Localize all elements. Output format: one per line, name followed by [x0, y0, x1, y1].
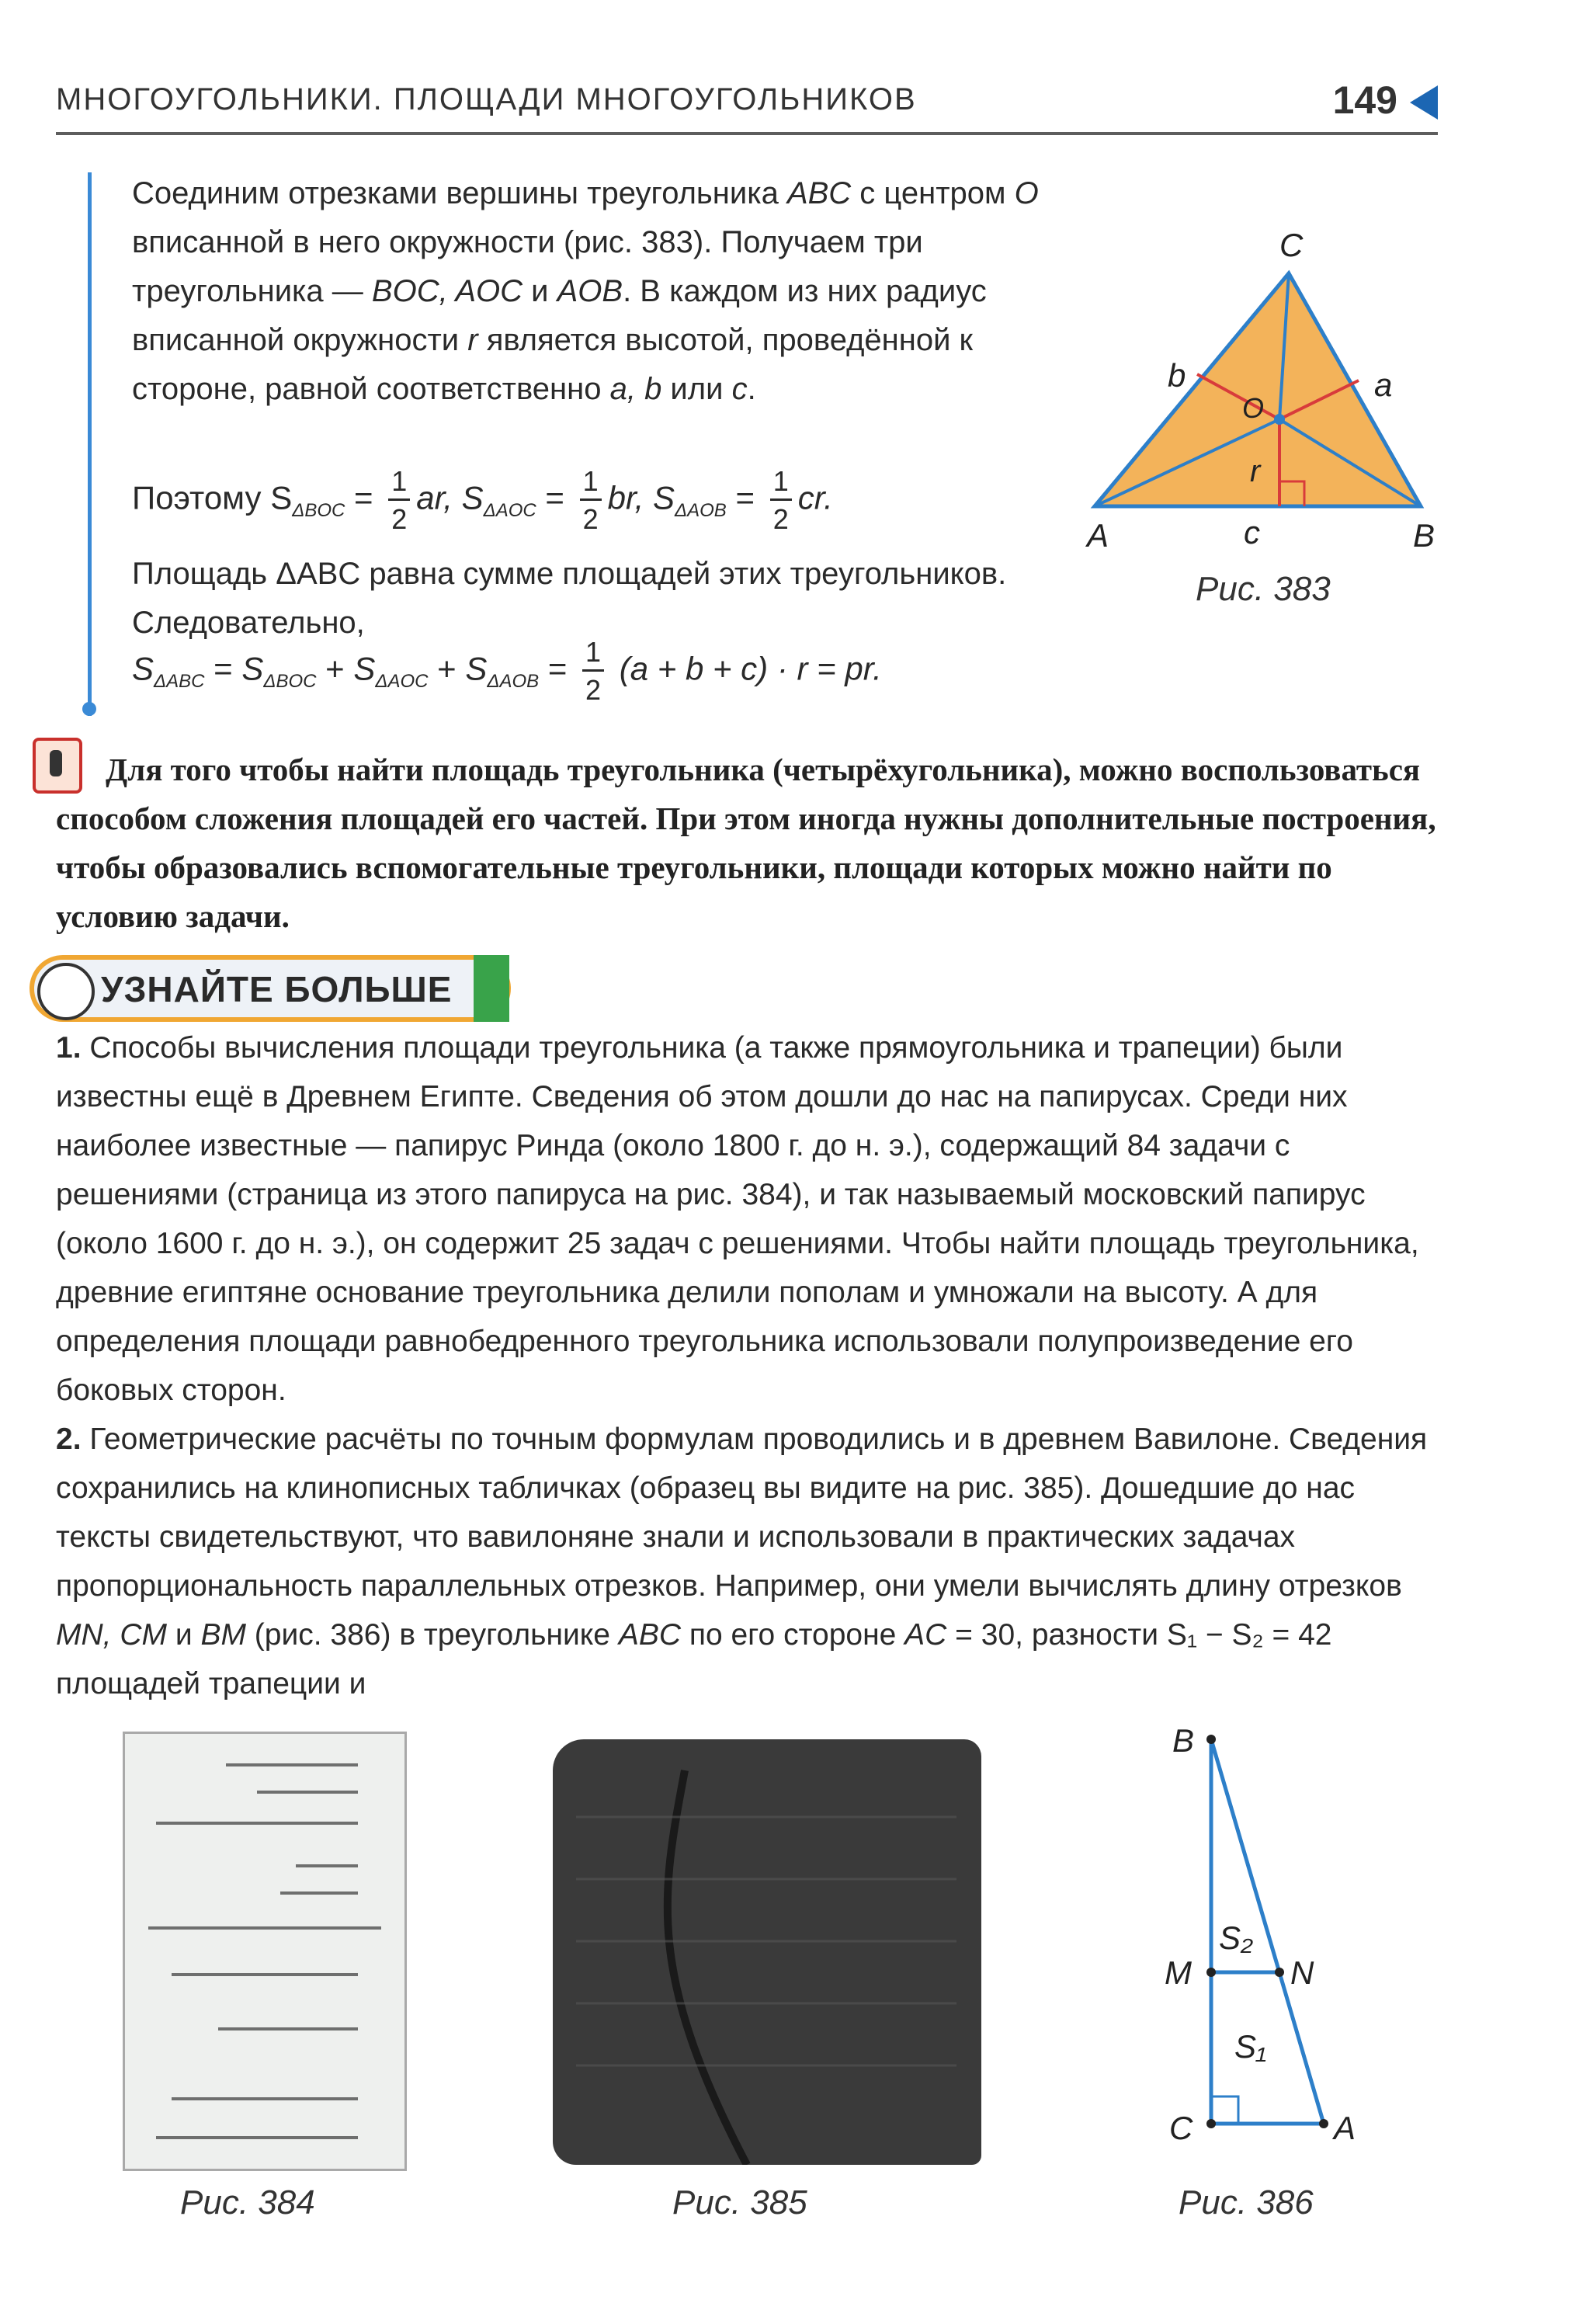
- label-S1: S₁: [1234, 2028, 1267, 2065]
- intro-text: является высотой, проведённой к стороне, равной соответственно: [132, 323, 974, 406]
- banner-tail: [474, 955, 509, 1022]
- frac-den: 2: [585, 674, 602, 706]
- formula-areas: Поэтому $S_{\Delta BOC}$ = $\frac{1}{2}$ ar, $S_{\Delta AOC}$ = $\frac{1}{2}$ br, $S_{\Delta AOB}$ = $\frac{1}{2}$ cr.: [132, 465, 833, 535]
- label-A: A: [1334, 2110, 1356, 2146]
- formula-s: S: [241, 650, 264, 687]
- papyrus-image: [123, 1732, 407, 2171]
- formula-op: =: [214, 650, 233, 687]
- formula-op: =: [547, 650, 568, 687]
- figure-386-triangle: [1118, 1716, 1382, 2159]
- page-number: 149: [1332, 78, 1397, 122]
- frac-den: 2: [772, 503, 789, 535]
- intro-side-c: c: [731, 372, 748, 406]
- formula-sub: ΔAOB: [675, 499, 727, 521]
- intro-triangles: BOC, AOC: [371, 274, 523, 308]
- tablet-crack: [553, 1739, 981, 2165]
- formula-sub: ΔBOC: [292, 499, 345, 521]
- intro-text: и: [522, 274, 557, 308]
- point-B: [1206, 1735, 1216, 1744]
- rule-text: Для того чтобы найти площадь треугольника (четырёхугольника), можно воспользоваться способом сложения площадей его частей. При этом иногда нужны дополнительные построения, чтобы образовались вспомогательные треугольники, площади которых можно найти по условию задачи.: [56, 752, 1436, 934]
- side-accent-line: [88, 172, 92, 716]
- formula-sub: ΔAOC: [483, 499, 536, 521]
- header-title: МНОГОУГОЛЬНИКИ. ПЛОЩАДИ МНОГОУГОЛЬНИКОВ: [56, 82, 917, 116]
- formula-text: cr.: [797, 479, 833, 516]
- point-M: [1206, 1968, 1216, 1977]
- caption-385: Рис. 385: [672, 2183, 807, 2222]
- intro-r: r: [467, 323, 478, 357]
- paragraph-text: Геометрические расчёты по точным формулам проводились и в древнем Вавилоне. Сведения сохранились на клинописных табличках (образец вы видите на рис. 385). Дошедшие до нас тексты свидетельствуют, что вавилоняне знали и использовали в практических задачах пропорциональность параллельных отрезков. Например, они умели вычислять длину отрезков: [56, 1423, 1428, 1603]
- formula-op: +: [437, 650, 457, 687]
- intro-text: . В каждом из них радиус вписанной окружности: [132, 274, 987, 357]
- label-C: C: [1169, 2110, 1193, 2146]
- label-M: M: [1165, 1954, 1192, 1991]
- caption-386: Рис. 386: [1179, 2183, 1314, 2222]
- formula-text: Поэтому S: [132, 479, 293, 516]
- learn-more-paragraph-1: [56, 1023, 1446, 1415]
- label-B: B: [1172, 1722, 1195, 1759]
- paragraph-text: Способы вычисления площади треугольника (а также прямоугольника и трапеции) были известны ещё в Древнем Египте. Сведения об этом дошли до нас на папирусах. Среди них наиболее известные — папирус Ринда (около 1800 г. до н. э.), содержащий 84 задачи с решениями (страница из этого папируса на рис. 384), и так называемый московский папирус (около 1600 г. до н. э.), он содержит 25 задач с решениями. Чтобы найти площадь треугольника, древние египтяне основание треугольника делили пополам и умножали на высоту. А для определения площади равнобедренного треугольника использовали полупроизведение его боковых сторон.: [56, 1031, 1419, 1407]
- fraction-half: [580, 467, 602, 533]
- point-A: [1319, 2119, 1328, 2128]
- formula-sub: ΔABC: [154, 670, 205, 692]
- formula-sub: ΔAOB: [487, 670, 540, 692]
- frac-num: 1: [770, 467, 792, 501]
- triangle-abc: ABC: [618, 1618, 682, 1652]
- clay-tablet-image: [553, 1739, 981, 2165]
- center-point: [1274, 414, 1285, 425]
- banner-label: УЗНАЙТЕ БОЛЬШЕ: [101, 969, 453, 1009]
- side-ac: AC: [904, 1618, 947, 1652]
- intro-paragraph: [132, 169, 1052, 414]
- point-N: [1275, 1968, 1284, 1977]
- label-r: r: [1250, 454, 1261, 488]
- segment-bm: BM: [200, 1618, 246, 1652]
- books-icon: [37, 963, 95, 1020]
- intro-text: .: [747, 372, 756, 406]
- area-sum-text: [132, 550, 1052, 648]
- formula-text: (a + b + c) · r = pr.: [619, 650, 882, 687]
- page-arrow-icon: [1410, 85, 1438, 120]
- formula-text: ar, S: [416, 479, 484, 516]
- side-accent-dot: [82, 702, 96, 716]
- label-A: A: [1087, 517, 1109, 551]
- segment-names: MN, CM: [56, 1618, 167, 1652]
- formula-op: +: [325, 650, 345, 687]
- paragraph-text: и: [166, 1618, 201, 1652]
- fraction-half: [388, 467, 410, 533]
- label-B: B: [1413, 517, 1436, 551]
- label-b: b: [1168, 357, 1186, 394]
- point-C: [1206, 2119, 1216, 2128]
- item-number: 2.: [56, 1423, 82, 1456]
- frac-num: 1: [388, 467, 410, 501]
- intro-text: Соединим отрезками вершины треугольника: [132, 176, 787, 210]
- fraction-half: [770, 467, 792, 533]
- caption-384: Рис. 384: [180, 2183, 315, 2222]
- intro-aob: AOB: [557, 274, 623, 308]
- label-c: c: [1244, 514, 1260, 551]
- caption-383: Рис. 383: [1196, 570, 1331, 608]
- intro-abc: ABC: [786, 176, 852, 210]
- formula-total-area: [132, 638, 1064, 704]
- paragraph-text: = 30, разности S₁ − S₂ = 42 площадей трапеции и: [56, 1618, 1332, 1700]
- paragraph-text: по его стороне: [681, 1618, 905, 1652]
- figure-383-triangle: [1079, 217, 1483, 551]
- label-C: C: [1279, 227, 1304, 263]
- intro-text: с центром: [851, 176, 1015, 210]
- formula-text: br, S: [607, 479, 675, 516]
- paragraph-text: (рис. 386) в треугольнике: [245, 1618, 619, 1652]
- item-number: 1.: [56, 1031, 82, 1065]
- frac-num: 1: [580, 467, 602, 501]
- learn-more-paragraph-2: [56, 1415, 1446, 1708]
- formula-s: S: [353, 650, 376, 687]
- intro-text: или: [661, 372, 732, 406]
- label-a: a: [1374, 366, 1393, 403]
- papyrus-hieroglyph-lines: [125, 1734, 404, 2169]
- formula-s: S: [465, 650, 488, 687]
- intro-sides: a, b: [609, 372, 662, 406]
- formula-sub: ΔBOC: [263, 670, 317, 692]
- frac-num: 1: [582, 638, 604, 672]
- frac-den: 2: [391, 503, 408, 535]
- frac-den: 2: [582, 503, 599, 535]
- formula-sub: ΔAOC: [375, 670, 429, 692]
- area-sum-paragraph: Площадь ΔABC равна сумме площадей этих треугольников. Следовательно,: [132, 557, 1007, 640]
- fraction-half: [582, 638, 604, 704]
- intro-text: вписанной в него окружности (рис. 383). Получаем три треугольника —: [132, 225, 923, 308]
- rule-paragraph: [56, 745, 1446, 941]
- label-N: N: [1290, 1954, 1314, 1991]
- label-O: O: [1242, 392, 1265, 424]
- label-S2: S₂: [1219, 1919, 1254, 1956]
- page-header: [56, 78, 1438, 135]
- learn-more-text: [56, 1023, 1446, 1708]
- right-angle-c: [1211, 2096, 1238, 2124]
- formula-s: S: [132, 650, 154, 687]
- intro-o: O: [1014, 176, 1039, 210]
